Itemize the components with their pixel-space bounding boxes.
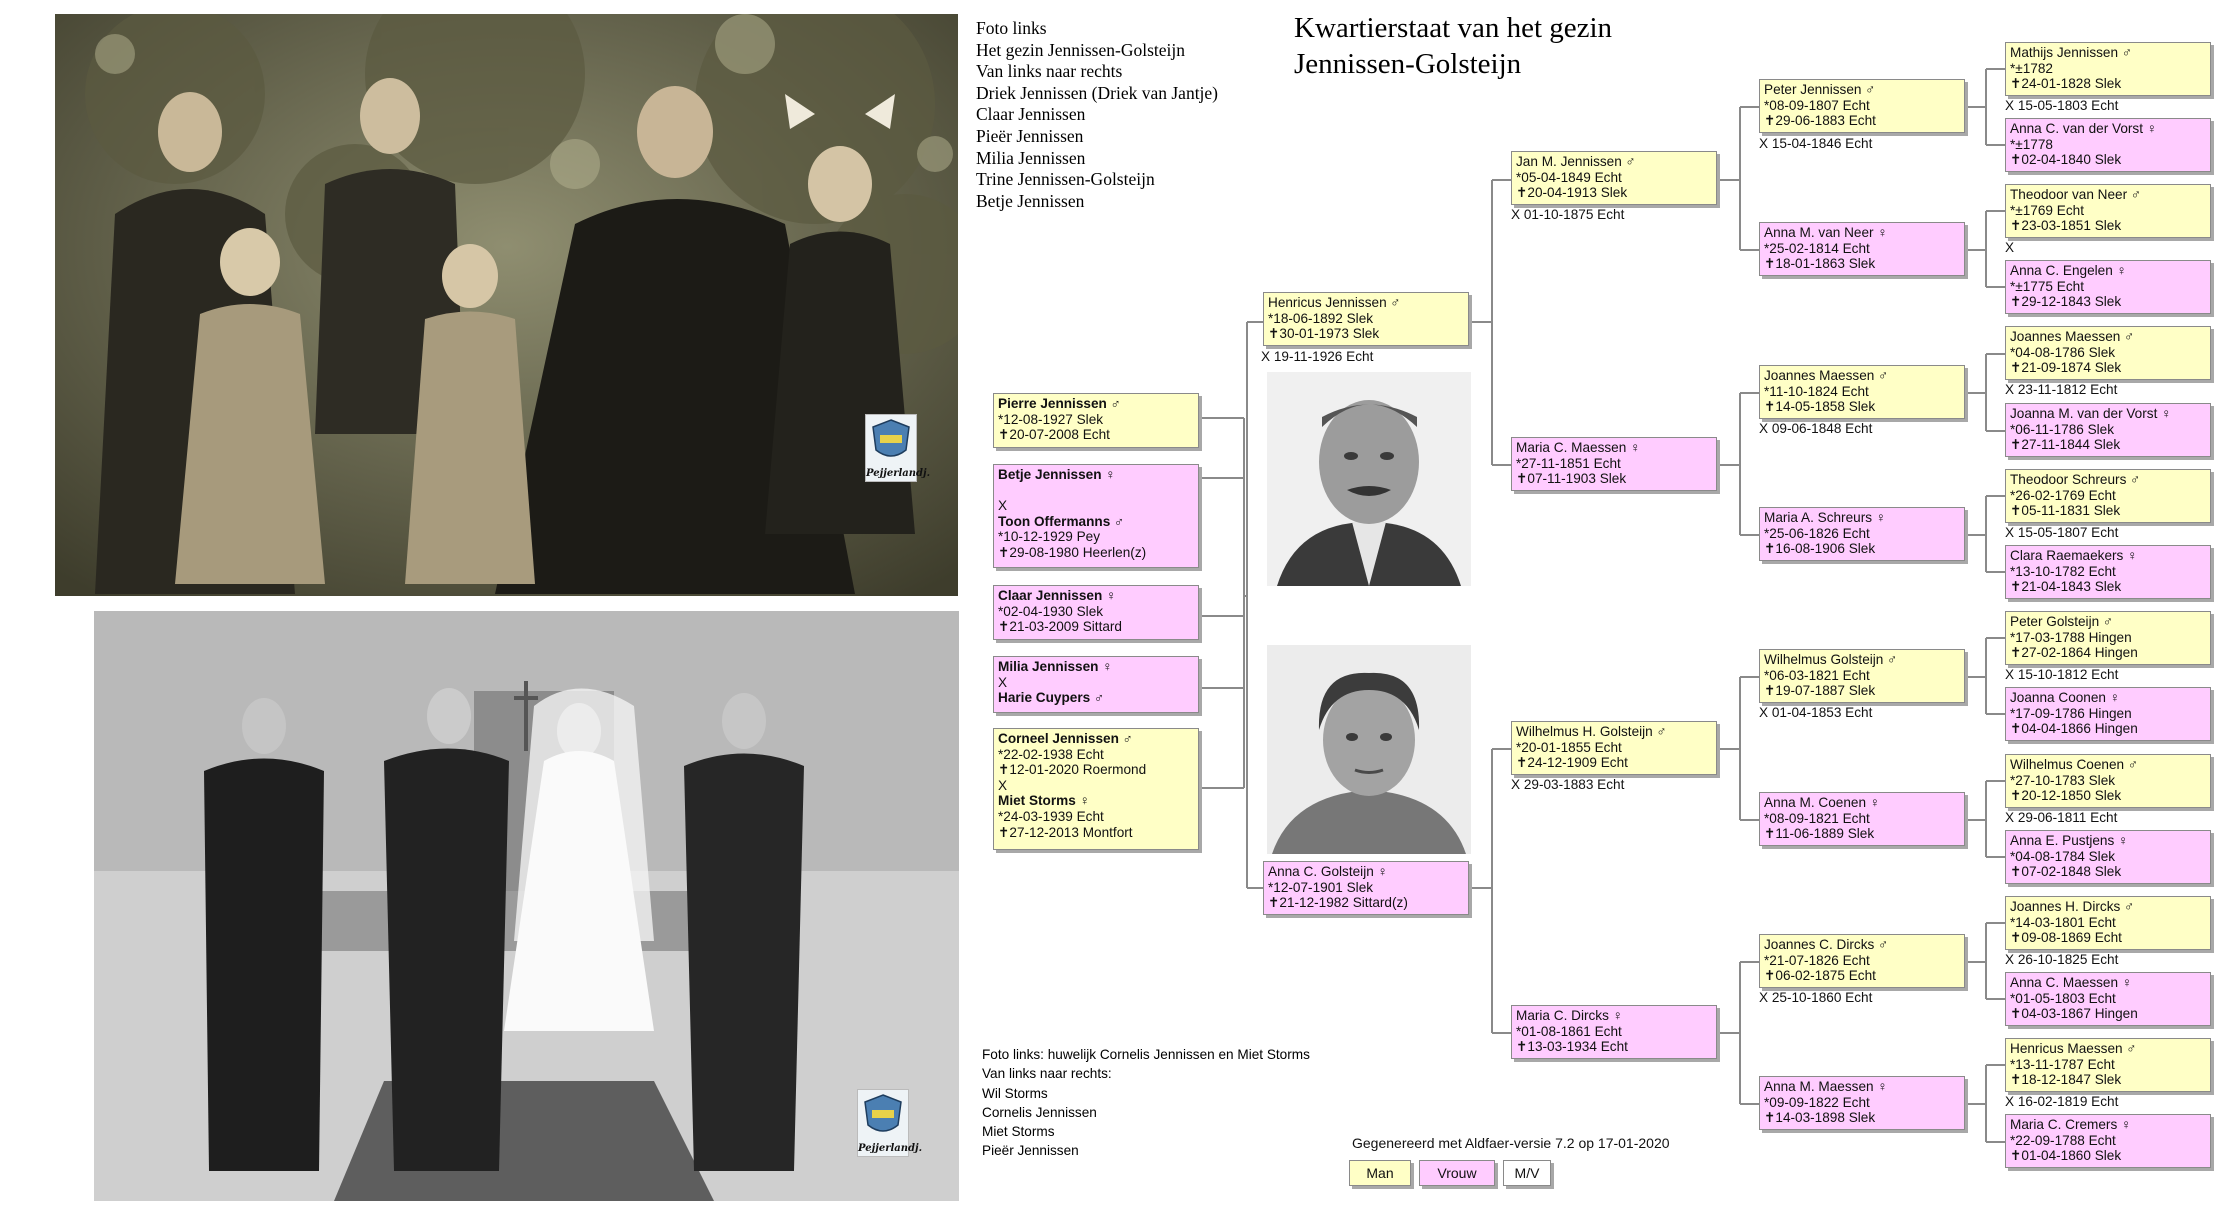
birth-line: *21-07-1826 Echt [1764,952,1870,968]
person-name: Henricus Maessen ♂ [2010,1041,2137,1056]
person-name: Anna C. van der Vorst ♀ [2010,121,2157,136]
child-box-pierre[interactable] [993,393,1199,448]
birth-line: *±1778 [2010,136,2053,152]
child-box-claar[interactable] [993,585,1199,640]
gg-grandparent-box[interactable] [2005,896,2211,950]
caption-line: Wil Storms [982,1085,1048,1101]
birth-line: *06-03-1821 Echt [1764,667,1870,683]
caption-line: Milia Jennissen [976,147,1086,168]
caption-line: Pieër Jennissen [982,1143,1079,1159]
birth-line: *±1769 Echt [2010,202,2084,218]
death-line: ✝24-12-1909 Echt [1516,755,1628,771]
grandparent-box[interactable] [1511,151,1717,205]
grandparent-box[interactable] [1511,721,1717,775]
birth-line: *04-08-1784 Slek [2010,848,2116,864]
gg-grandparent-box[interactable] [2005,469,2211,523]
child-box-milia[interactable] [993,656,1199,713]
caption-line: Foto links [976,18,1047,38]
birth-line: *05-04-1849 Echt [1516,169,1622,185]
person-name: Theodoor van Neer ♂ [2010,187,2142,202]
death-line: ✝18-12-1847 Slek [2010,1072,2122,1088]
birth-line: *12-08-1927 Slek [998,411,1104,427]
person-name: Peter Jennissen ♂ [1764,82,1876,97]
death-line: ✝29-08-1980 Heerlen(z) [998,544,1147,560]
death-line: ✝09-08-1869 Echt [2010,930,2122,946]
gg-grandparent-box[interactable] [2005,545,2211,599]
birth-line: *26-02-1769 Echt [2010,487,2116,503]
birth-line: *17-03-1788 Hingen [2010,629,2132,645]
caption-line: Driek Jennissen (Driek van Jantje) [976,82,1219,103]
person-name: Henricus Jennissen ♂ [1268,295,1401,310]
person-name: Anna M. Coenen ♀ [1764,795,1880,810]
death-line: ✝07-02-1848 Slek [2010,864,2122,880]
birth-line: *08-09-1807 Echt [1764,97,1870,113]
grandparent-box[interactable] [1511,1005,1717,1059]
marriage-x: X [998,777,1008,793]
birth-line: *17-09-1786 Hingen [2010,705,2132,721]
great-grandparent-box[interactable] [1759,649,1965,703]
person-name: Corneel Jennissen ♂ [998,731,1133,746]
person-name: Anna C. Maessen ♀ [2010,975,2133,990]
person-name: Pierre Jennissen ♂ [998,396,1121,411]
great-grandparent-box[interactable] [1759,934,1965,988]
person-name: Maria C. Dircks ♀ [1516,1008,1623,1023]
spouse-name: Harie Cuypers ♂ [998,690,1105,706]
great-grandparent-box[interactable] [1759,222,1965,276]
person-name: Wilhelmus H. Golsteijn ♂ [1516,724,1667,739]
title-line: Kwartierstaat van het gezin [1294,12,1613,44]
gg-grandparent-box[interactable] [2005,687,2211,741]
caption-line: Van links naar rechts: [982,1066,1112,1082]
marriage-date: X [2005,240,2015,255]
caption-line: Cornelis Jennissen [982,1104,1097,1120]
caption-line: Betje Jennissen [976,190,1085,211]
person-name: Wilhelmus Golsteijn ♂ [1764,652,1898,667]
spacer-line [998,483,1194,499]
person-name: Joanna Coonen ♀ [2010,690,2120,705]
marriage-date: X 01-04-1853 Echt [1759,705,1873,720]
death-line: ✝20-12-1850 Slek [2010,788,2122,804]
death-line: ✝07-11-1903 Slek [1516,471,1627,487]
death-line: ✝16-08-1906 Slek [1764,541,1876,557]
death-line: ✝19-07-1887 Slek [1764,683,1876,699]
legend-mv: M/V [1503,1160,1551,1186]
death-line: ✝20-04-1913 Slek [1516,185,1628,201]
great-grandparent-box[interactable] [1759,507,1965,561]
child-box-betje[interactable] [993,464,1199,568]
marriage-date: X 09-06-1848 Echt [1759,421,1873,436]
person-name: Joannes Maessen ♂ [2010,329,2135,344]
person-name: Anna C. Golsteijn ♀ [1268,864,1388,879]
person-name: Theodoor Schreurs ♂ [2010,472,2141,487]
death-line: ✝29-06-1883 Echt [1764,113,1876,129]
gg-grandparent-box[interactable] [2005,754,2211,808]
gg-grandparent-box[interactable] [2005,184,2211,238]
birth-line: *01-08-1861 Echt [1516,1023,1622,1039]
child-box-corneel[interactable] [993,728,1199,850]
gg-grandparent-box[interactable] [2005,118,2211,172]
death-line: ✝21-04-1843 Slek [2010,579,2122,595]
marriage-date: X 26-10-1825 Echt [2005,952,2119,967]
death-line: ✝14-05-1858 Slek [1764,399,1876,415]
person-name: Anna C. Engelen ♀ [2010,263,2127,278]
birth-line: *08-09-1821 Echt [1764,810,1870,826]
gg-grandparent-box[interactable] [2005,42,2211,96]
marriage-x: X [998,498,1008,514]
gg-grandparent-box[interactable] [2005,972,2211,1026]
birth-line: *20-01-1855 Echt [1516,739,1622,755]
gg-grandparent-box[interactable] [2005,326,2211,380]
birth-line: *06-11-1786 Slek [2010,421,2115,437]
death-line: ✝06-02-1875 Echt [1764,968,1876,984]
death-line: ✝21-03-2009 Sittard [998,619,1122,635]
death-line: ✝20-07-2008 Echt [998,427,1110,443]
person-name: Peter Golsteijn ♂ [2010,614,2114,629]
gg-grandparent-box[interactable] [2005,403,2211,457]
person-name: Joannes H. Dircks ♂ [2010,899,2135,914]
marriage-date: X 29-03-1883 Echt [1511,777,1625,792]
marriage-date: X 15-05-1807 Echt [2005,525,2119,540]
person-name: Mathijs Jennissen ♂ [2010,45,2133,60]
death-line: ✝04-03-1867 Hingen [2010,1006,2138,1022]
caption-line: Pieër Jennissen [976,125,1084,146]
death-line: ✝27-11-1844 Slek [2010,437,2121,453]
birth-line: *11-10-1824 Echt [1764,383,1869,399]
death-line: ✝27-02-1864 Hingen [2010,645,2138,661]
person-name: Maria C. Cremers ♀ [2010,1117,2132,1132]
gg-grandparent-box[interactable] [2005,830,2211,884]
logo-text: Pejjerlandj. [866,468,931,479]
legend-vrouw: Vrouw [1419,1160,1495,1186]
birth-line: *25-02-1814 Echt [1764,240,1870,256]
spouse-name: Toon Offermanns ♂ [998,513,1125,529]
person-name: Clara Raemaekers ♀ [2010,548,2138,563]
marriage-date: X 29-06-1811 Echt [2005,810,2118,825]
death-line: ✝13-03-1934 Echt [1516,1039,1628,1055]
person-name: Betje Jennissen ♀ [998,467,1116,482]
parent-box-mother[interactable] [1263,861,1469,915]
parent-box-father[interactable] [1263,292,1469,346]
birth-line: *13-11-1787 Echt [2010,1056,2115,1072]
death-line: ✝14-03-1898 Slek [1764,1110,1876,1126]
person-name: Wilhelmus Coenen ♂ [2010,757,2139,772]
birth-line: *01-05-1803 Echt [2010,990,2116,1006]
person-name: Maria C. Maessen ♀ [1516,440,1641,455]
person-name: Jan M. Jennissen ♂ [1516,154,1636,169]
death-line: ✝18-01-1863 Slek [1764,256,1876,272]
generated-note: Gegenereerd met Aldfaer-versie 7.2 op 17-01-2020 [1352,1135,1670,1151]
birth-line: *27-10-1783 Slek [2010,772,2116,788]
grandparent-box[interactable] [1511,437,1717,491]
person-name: Anna E. Pustjens ♀ [2010,833,2129,848]
person-name: Anna M. Maessen ♀ [1764,1079,1888,1094]
spouse-name: Miet Storms ♀ [998,793,1090,809]
birth-line: *10-12-1929 Pey [998,529,1101,545]
person-name: Milia Jennissen ♀ [998,659,1113,674]
death-line: ✝01-04-1860 Slek [2010,1148,2122,1164]
death-line: ✝04-04-1866 Hingen [2010,721,2138,737]
person-name: Joanna M. van der Vorst ♀ [2010,406,2172,421]
birth-line: *±1775 Echt [2010,278,2084,294]
birth-line: *22-02-1938 Echt [998,746,1104,762]
death-line: ✝12-01-2020 Roermond [998,762,1147,778]
death-line: ✝05-11-1831 Slek [2010,503,2121,519]
marriage-date: X 15-10-1812 Echt [2005,667,2119,682]
great-grandparent-box[interactable] [1759,792,1965,846]
person-name: Claar Jennissen ♀ [998,588,1117,603]
gg-grandparent-box[interactable] [2005,260,2211,314]
death-line: ✝02-04-1840 Slek [2010,152,2122,168]
marriage-date: X 23-11-1812 Echt [2005,382,2118,397]
death-line: ✝21-09-1874 Slek [2010,360,2122,376]
title-line: Jennissen-Golsteijn [1294,48,1522,80]
death-line: ✝23-03-1851 Slek [2010,218,2122,234]
caption-line: Miet Storms [982,1124,1055,1140]
birth-line: *02-04-1930 Slek [998,603,1104,619]
marriage-date: X 15-04-1846 Echt [1759,136,1873,151]
death-line: ✝24-01-1828 Slek [2010,76,2122,92]
birth-line: *±1782 [2010,60,2053,76]
birth-line: *12-07-1901 Slek [1268,879,1374,895]
birth-line: *24-03-1939 Echt [998,808,1104,824]
gg-grandparent-box[interactable] [2005,1114,2211,1168]
marriage-date: X 25-10-1860 Echt [1759,990,1873,1005]
gg-grandparent-box[interactable] [2005,611,2211,665]
person-name: Joannes C. Dircks ♂ [1764,937,1889,952]
great-grandparent-box[interactable] [1759,79,1965,133]
marriage-date: X 01-10-1875 Echt [1511,207,1625,222]
death-line: ✝30-01-1973 Slek [1268,326,1380,342]
death-line: ✝27-12-2013 Montfort [998,824,1133,840]
person-name: Joannes Maessen ♂ [1764,368,1889,383]
birth-line: *09-09-1822 Echt [1764,1094,1870,1110]
legend-man: Man [1349,1160,1411,1186]
caption-line: Foto links: huwelijk Cornelis Jennissen en Miet Storms [982,1047,1310,1062]
marriage-date: X 16-02-1819 Echt [2005,1094,2119,1109]
marriage-date: X 19-11-1926 Echt [1261,349,1374,364]
death-line: ✝11-06-1889 Slek [1764,826,1875,842]
marriage-x: X [998,674,1008,690]
birth-line: *22-09-1788 Echt [2010,1132,2116,1148]
logo-text: Pejjerlandj. [858,1143,923,1154]
birth-line: *04-08-1786 Slek [2010,344,2116,360]
birth-line: *25-06-1826 Echt [1764,525,1870,541]
birth-line: *14-03-1801 Echt [2010,914,2116,930]
birth-line: *13-10-1782 Echt [2010,563,2116,579]
great-grandparent-box[interactable] [1759,365,1965,419]
death-line: ✝21-12-1982 Sittard(z) [1268,895,1408,911]
great-grandparent-box[interactable] [1759,1076,1965,1130]
death-line: ✝29-12-1843 Slek [2010,294,2122,310]
caption-line: Van links naar rechts [976,61,1123,82]
caption-line: Het gezin Jennissen-Golsteijn [976,39,1185,60]
person-name: Maria A. Schreurs ♀ [1764,510,1887,525]
birth-line: *18-06-1892 Slek [1268,310,1374,326]
caption-line: Claar Jennissen [976,104,1086,125]
birth-line: *27-11-1851 Echt [1516,455,1621,471]
gg-grandparent-box[interactable] [2005,1038,2211,1092]
person-name: Anna M. van Neer ♀ [1764,225,1888,240]
caption-line: Trine Jennissen-Golsteijn [976,169,1155,190]
marriage-date: X 15-05-1803 Echt [2005,98,2119,113]
